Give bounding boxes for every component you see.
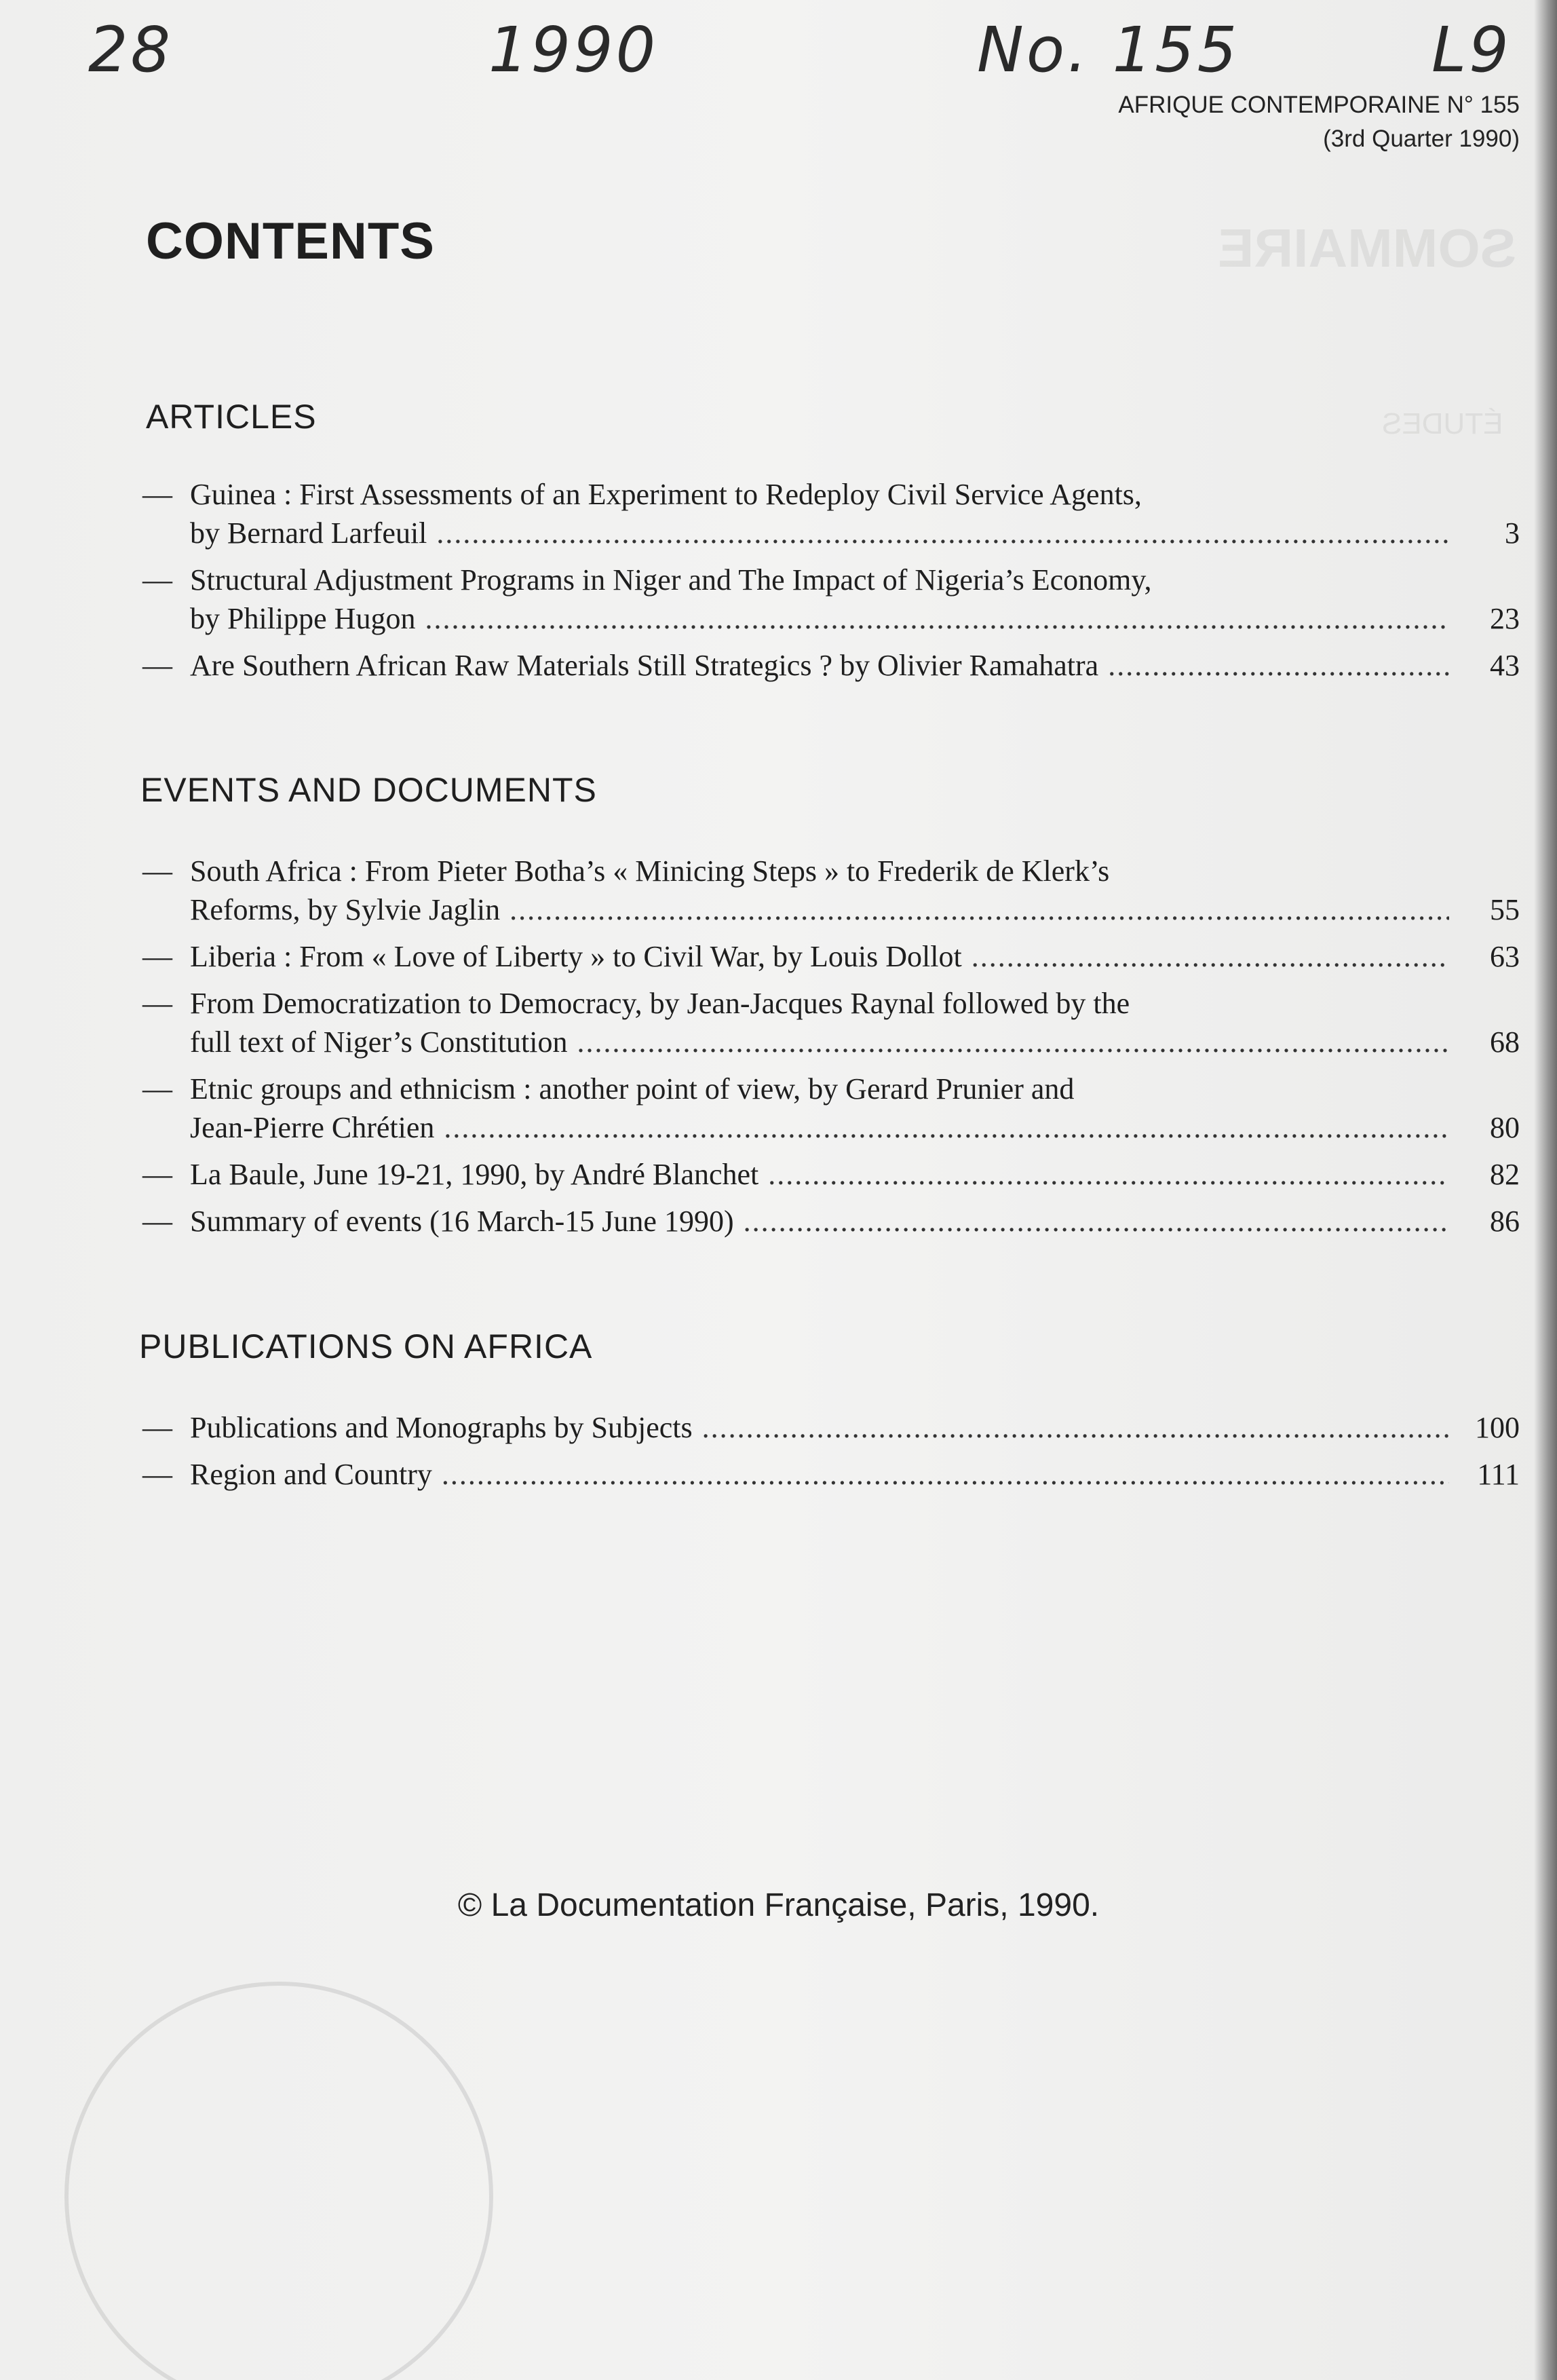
entry-title: Summary of events (16 March-15 June 1990) xyxy=(190,1205,734,1238)
page-edge-shadow xyxy=(1534,0,1557,2380)
entry-leader-line xyxy=(190,1408,1520,1447)
dot-leader xyxy=(768,1155,1449,1194)
dot-leader xyxy=(444,1108,1449,1147)
entry-dash: — xyxy=(142,854,172,888)
entry-page-number: 43 xyxy=(1490,649,1520,682)
entry-dash: — xyxy=(142,940,172,973)
entry-leader-line xyxy=(190,1108,1520,1147)
entry-page-number: 63 xyxy=(1490,940,1520,973)
toc-entry[interactable] xyxy=(142,646,1520,685)
journal-issue-date: (3rd Quarter 1990) xyxy=(1323,126,1520,152)
handwritten-year: 1990 xyxy=(488,14,659,86)
entry-page-number: 68 xyxy=(1490,1025,1520,1059)
entry-title: La Baule, June 19-21, 1990, by André Blanchet xyxy=(190,1158,759,1191)
entry-page-number: 111 xyxy=(1477,1458,1520,1491)
toc-entry[interactable] xyxy=(142,475,1520,552)
entry-leader-line xyxy=(190,599,1520,638)
dot-leader xyxy=(1108,646,1449,685)
publications-list xyxy=(142,1408,1520,1502)
entry-author: by Bernard Larfeuil xyxy=(190,516,427,550)
journal-name: AFRIQUE CONTEMPORAINE N° 155 xyxy=(1118,92,1520,118)
entry-leader-line xyxy=(190,514,1520,552)
entry-dash: — xyxy=(142,649,172,682)
section-heading-events-documents: EVENTS AND DOCUMENTS xyxy=(140,771,597,809)
entry-dash: — xyxy=(142,478,172,511)
entry-title: Liberia : From « Love of Liberty » to Civil War, by Louis Dollot xyxy=(190,940,962,973)
toc-entry[interactable] xyxy=(142,1455,1520,1494)
toc-entry[interactable] xyxy=(142,937,1520,976)
toc-entry[interactable] xyxy=(142,1202,1520,1241)
handwritten-code: L9 xyxy=(1431,14,1512,86)
bleed-through-heading: SOMMAIRE xyxy=(1218,218,1516,278)
entry-leader-line xyxy=(190,1455,1520,1494)
entry-leader-line xyxy=(190,890,1520,929)
entry-title: Guinea : First Assessments of an Experiment to Redeploy Civil Service Agents, xyxy=(190,478,1142,511)
dot-leader xyxy=(702,1408,1449,1447)
entry-dash: — xyxy=(142,1458,172,1491)
entry-author: full text of Niger’s Constitution xyxy=(190,1025,568,1059)
entry-page-number: 3 xyxy=(1505,516,1520,550)
dot-leader xyxy=(744,1202,1449,1241)
handwritten-issue: No. 155 xyxy=(977,14,1240,86)
entry-title: Etnic groups and ethnicism : another point of view, by Gerard Prunier and xyxy=(190,1072,1075,1106)
entry-author: by Philippe Hugon xyxy=(190,602,416,635)
entry-page-number: 82 xyxy=(1490,1158,1520,1191)
entry-title: Structural Adjustment Programs in Niger and The Impact of Nigeria’s Economy, xyxy=(190,563,1152,597)
entry-leader-line xyxy=(190,1155,1520,1194)
entry-leader-line xyxy=(190,646,1520,685)
toc-entry[interactable] xyxy=(142,1155,1520,1194)
faded-stamp xyxy=(64,1982,493,2380)
entry-leader-line xyxy=(190,1023,1520,1061)
toc-entry[interactable] xyxy=(142,1070,1520,1147)
entry-title: Publications and Monographs by Subjects xyxy=(190,1411,693,1444)
copyright-notice: © La Documentation Française, Paris, 1990. xyxy=(457,1887,1100,1923)
journal-reference xyxy=(1118,88,1520,156)
section-heading-publications: PUBLICATIONS ON AFRICA xyxy=(139,1327,593,1365)
dot-leader xyxy=(442,1455,1449,1494)
entry-page-number: 80 xyxy=(1490,1111,1520,1144)
entry-author: Jean-Pierre Chrétien xyxy=(190,1111,435,1144)
dot-leader xyxy=(436,514,1449,552)
toc-entry[interactable] xyxy=(142,1408,1520,1447)
section-heading-articles: ARTICLES xyxy=(146,398,317,436)
articles-list xyxy=(142,475,1520,693)
toc-entry[interactable] xyxy=(142,984,1520,1061)
bleed-through-text: ÉTUDES xyxy=(1381,407,1503,440)
entry-dash: — xyxy=(142,1158,172,1191)
entry-dash: — xyxy=(142,563,172,597)
entry-dash: — xyxy=(142,987,172,1020)
entry-page-number: 55 xyxy=(1490,893,1520,926)
dot-leader xyxy=(425,599,1449,638)
handwritten-number-28: 28 xyxy=(88,14,174,86)
toc-entry[interactable] xyxy=(142,852,1520,929)
page-title: CONTENTS xyxy=(146,212,435,270)
dot-leader xyxy=(577,1023,1450,1061)
entry-title: From Democratization to Democracy, by Jean-Jacques Raynal followed by the xyxy=(190,987,1130,1020)
entry-leader-line xyxy=(190,937,1520,976)
toc-entry[interactable] xyxy=(142,561,1520,638)
dot-leader xyxy=(510,890,1449,929)
entry-dash: — xyxy=(142,1205,172,1238)
entry-page-number: 100 xyxy=(1475,1411,1520,1444)
entry-dash: — xyxy=(142,1072,172,1106)
entry-title: South Africa : From Pieter Botha’s « Minicing Steps » to Frederik de Klerk’s xyxy=(190,854,1110,888)
dot-leader xyxy=(972,937,1449,976)
events-documents-list xyxy=(142,852,1520,1249)
entry-title: Are Southern African Raw Materials Still Strategics ? by Olivier Ramahatra xyxy=(190,649,1099,682)
entry-title: Region and Country xyxy=(190,1458,432,1491)
entry-page-number: 86 xyxy=(1490,1205,1520,1238)
entry-dash: — xyxy=(142,1411,172,1444)
entry-page-number: 23 xyxy=(1490,602,1520,635)
entry-author: Reforms, by Sylvie Jaglin xyxy=(190,893,501,926)
entry-leader-line xyxy=(190,1202,1520,1241)
